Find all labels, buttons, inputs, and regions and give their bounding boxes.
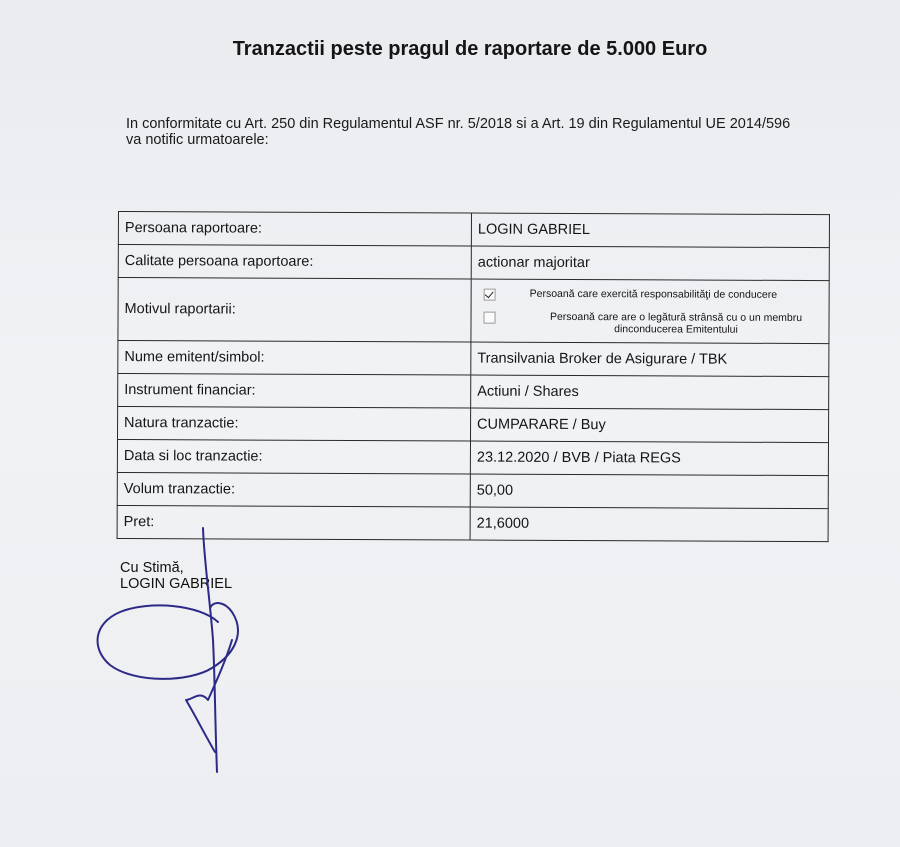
row-value-calitate: actionar majoritar <box>471 246 829 281</box>
row-label-instrument: Instrument financiar: <box>118 374 471 409</box>
row-label-emitent: Nume emitent/simbol: <box>118 341 471 376</box>
row-value-data: 23.12.2020 / BVB / Piata REGS <box>470 441 828 476</box>
motiv-option-2-line-1: Persoană care are o legătură strânsă cu o un membru <box>549 310 803 324</box>
row-value-instrument: Actiuni / Shares <box>471 375 829 410</box>
document-title: Tranzactii peste pragul de raportare de 5.000 Euro <box>232 38 708 60</box>
closing-salutation: Cu Stimă, <box>120 560 184 576</box>
intro-line-1: In conformitate cu Art. 250 din Regulamentul ASF nr. 5/2018 si a Art. 19 din Regulamentul UE 2014/596 <box>126 116 791 132</box>
closing-name: LOGIN GABRIEL <box>120 576 233 592</box>
row-label-data: Data si loc tranzactie: <box>117 440 470 475</box>
row-label-motiv: Motivul raportarii: <box>118 278 471 343</box>
row-value-emitent: Transilvania Broker de Asigurare / TBK <box>471 342 829 377</box>
row-value-natura: CUMPARARE / Buy <box>470 408 828 443</box>
row-value-volum: 50,00 <box>470 474 828 509</box>
signature-oval-stroke <box>98 603 238 679</box>
row-label-volum: Volum tranzactie: <box>117 472 470 507</box>
row-label-calitate: Calitate persoana raportoare: <box>118 245 471 280</box>
motiv-option-2-line-2: dinconducerea Emitentului <box>614 322 738 336</box>
motiv-option-1-text: Persoană care exercită responsabilităţi de conducere <box>529 287 778 301</box>
row-label-persoana: Persoana raportoare: <box>118 212 471 247</box>
intro-line-2: va notific urmatoarele: <box>126 132 269 148</box>
row-value-persoana: LOGIN GABRIEL <box>471 213 829 248</box>
row-label-pret: Pret: <box>117 505 470 540</box>
row-value-pret: 21,6000 <box>470 507 828 542</box>
signature-strokes <box>98 528 238 772</box>
row-label-natura: Natura tranzactie: <box>118 407 471 442</box>
